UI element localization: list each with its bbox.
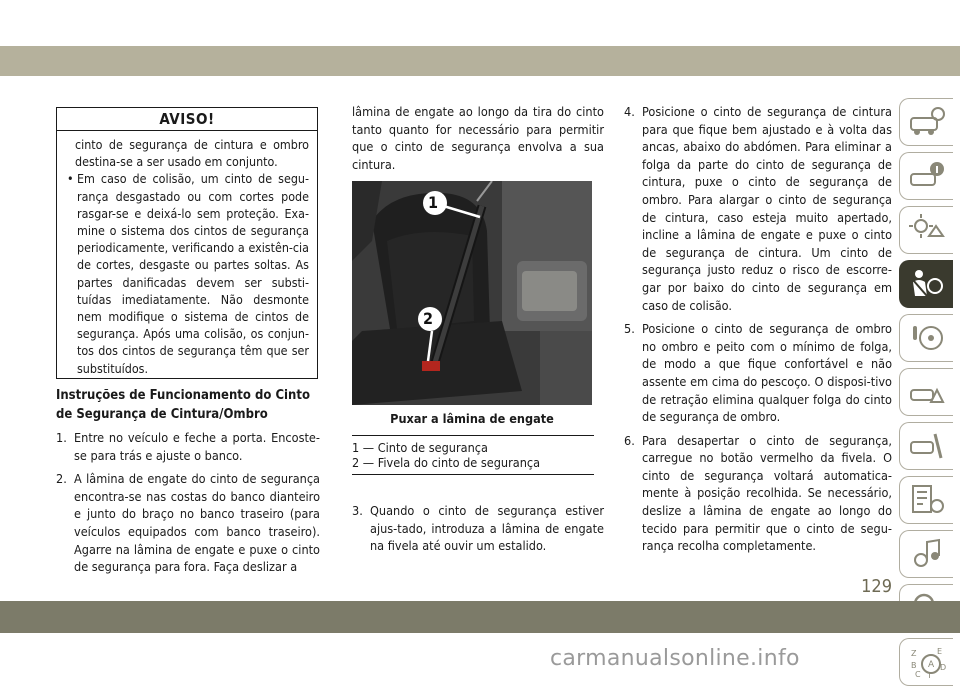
tab-emergency[interactable] — [899, 368, 953, 416]
step-text: Entre no veículo e feche a porta. Encoste-se para trás e ajuste o banco. — [74, 430, 320, 463]
column-3 — [624, 103, 892, 561]
step-text: Quando o cinto de segurança estiver ajus-tado, introduza a lâmina de engate na fivela até ouvir um estalido. — [370, 503, 604, 554]
figure-legend — [352, 440, 594, 475]
seat-illustration — [352, 181, 592, 405]
tab-safety[interactable] — [899, 260, 953, 308]
bullet-icon: • — [67, 171, 74, 187]
step-number: 1. — [56, 430, 67, 445]
step-4 — [624, 103, 892, 314]
step-number: 6. — [624, 432, 635, 448]
watermark: carmanualsonline.info — [550, 646, 800, 671]
step-2 — [56, 470, 320, 576]
tab-warning-lights[interactable] — [899, 206, 953, 254]
step-number: 2. — [56, 471, 67, 487]
steering-key-icon — [907, 320, 947, 356]
seatbelt-airbag-icon — [907, 266, 947, 302]
warning-lights-icon — [907, 212, 947, 248]
tab-servicing[interactable] — [899, 422, 953, 470]
seatbelt-photo — [352, 181, 592, 405]
step-3 — [352, 502, 604, 561]
column-2 — [352, 103, 604, 173]
tab-instrument-panel[interactable] — [899, 152, 953, 200]
emergency-triangle-icon — [907, 374, 947, 410]
column-1 — [56, 386, 320, 582]
step-5 — [624, 320, 892, 426]
warning-text-1: cinto de segurança de cintura e ombro destina-se a ser usado em conjunto. — [75, 137, 309, 170]
step-number: 3. — [352, 503, 363, 518]
step-text: Posicione o cinto de segurança de cintura para que fique bem ajustado e à volta das ancas, abaixo do abdómen. Para eliminar a folga da parte do cinto de segurança de cintura, puxe o cinto de segurança de ombro. Para alargar o cinto de segurança de cintura, caso esteja muito apertado, incline a lâmina de engate e puxe o cinto de segurança de cintura. Um cinto de segurança justo reduz o risco de escorre-gar por baixo do cinto de segurança em caso de colisão. — [642, 104, 892, 313]
svg-text:A: A — [927, 660, 934, 670]
callout-2: 2 — [423, 309, 434, 328]
step-1 — [56, 429, 320, 464]
step-number: 4. — [624, 104, 635, 119]
warning-title: AVISO! — [57, 108, 317, 131]
step-text: A lâmina de engate do cinto de segurança encontra-se nas costas do banco dianteiro e junto do braço no banco traseiro (para veículos equipados com banco traseiro). Agarre na lâmina de engate e puxe o cinto de segurança para fora. Faça deslizar a — [74, 471, 320, 575]
section-heading: Instruções de Funcionamento do Cinto de Segurança de Cintura/Ombro — [56, 388, 311, 422]
callout-1: 1 — [428, 193, 439, 212]
svg-text:T: T — [926, 671, 932, 680]
tab-getting-started[interactable] — [899, 98, 953, 146]
step-text: Posicione o cinto de segurança de ombro no ombro e peito com o mínimo de folga, de modo a que fique confortável e não assente em cima do pescoço. O disposi-tivo de retração elimina qualquer folga do cinto de segurança de ombro. — [642, 321, 892, 425]
figure-caption: Puxar a lâmina de engate — [390, 411, 554, 426]
index-letters-icon — [907, 644, 947, 680]
multimedia-music-icon — [907, 536, 947, 572]
warning-box — [56, 107, 318, 379]
step-6 — [624, 432, 892, 555]
car-info-icon — [907, 158, 947, 194]
svg-text:Z: Z — [910, 649, 916, 658]
step-number: 5. — [624, 321, 635, 337]
svg-text:D: D — [939, 663, 946, 672]
car-magnifier-icon — [907, 104, 947, 140]
tab-technical-specs[interactable] — [899, 476, 953, 524]
specs-gear-icon — [907, 482, 947, 518]
warning-text-2: Em caso de colisão, um cinto de segu-rança desgastado ou com cortes pode rasgar-se e deixá-lo sem proteção. Exa-mine o sistema dos cintos de segurança periodicamente, verificando a existên-cia de cortes, desgaste ou partes soltas. As partes danificadas devem ser substi-tuídas imediatamente. Não desmonte nem modifique o sistema de cintos de segurança. Após uma colisão, os conjun-tos dos cintos de segurança têm que ser substituídos. — [77, 171, 309, 376]
tab-multimedia[interactable] — [899, 530, 953, 578]
header-band — [0, 46, 960, 76]
legend-item-2: 2 — Fivela do cinto de segurança — [352, 455, 541, 470]
step-text: Para desapertar o cinto de segurança, carregue no botão vermelho da fivela. O cinto de segurança voltará automatica-mente à posição recolhida. Se necessário, deslize a lâmina de engate ao longo do tecido para permitir que o cinto de segu-rança recolha completamente. — [642, 432, 892, 554]
step-2-continued: lâmina de engate ao longo da tira do cinto tanto quanto for necessário para permitir que o cinto de segurança envolva a sua cintura. — [352, 104, 604, 172]
car-wrench-icon — [907, 428, 947, 464]
svg-text:C: C — [914, 670, 921, 679]
tab-starting-operating[interactable] — [899, 314, 953, 362]
tab-index[interactable] — [899, 638, 953, 686]
svg-text:B: B — [910, 661, 916, 670]
legend-item-1: 1 — Cinto de segurança — [352, 440, 488, 455]
footer-band — [0, 601, 960, 633]
svg-text:E: E — [936, 647, 942, 656]
page-number: 129 — [861, 576, 892, 597]
